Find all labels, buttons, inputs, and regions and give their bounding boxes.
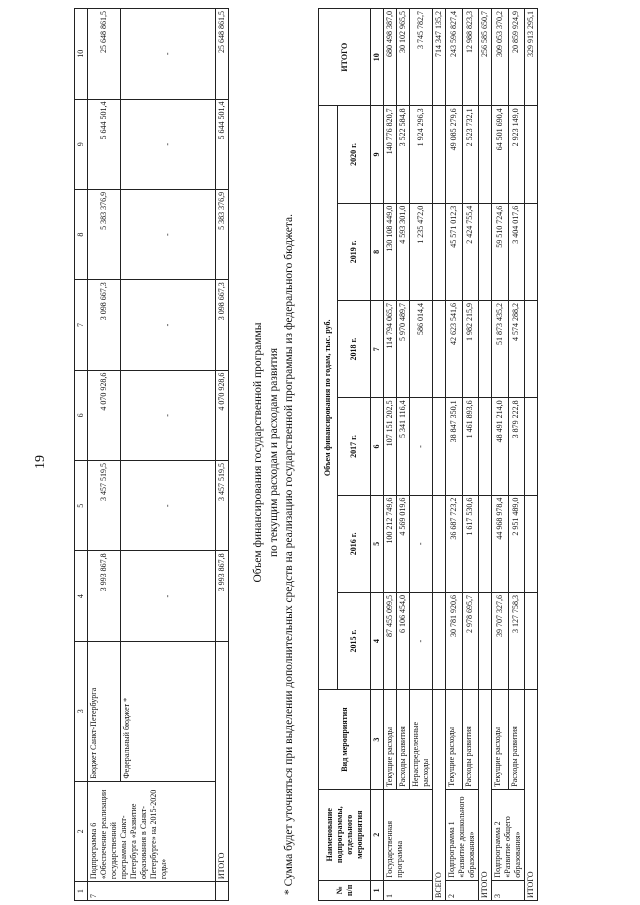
value-cell: 586 014,4 [410,301,433,398]
value-cell [525,398,538,495]
total-row [216,9,229,901]
total-label: ИТОГО [525,690,538,901]
header-name: Наименование подпрограммы, отдельного мероприятия [319,789,371,880]
value-cell: 4 574 288,2 [508,301,525,398]
value-cell: 5 341 116,4 [397,398,410,495]
value-cell: - [121,9,216,100]
expense-kind: Расходы развития [462,690,479,789]
header-number: № п/п [319,880,371,900]
total-row [433,9,446,901]
value-cell: 25 648 861,5 [88,9,121,100]
value-cell: 1 617 530,6 [462,495,479,592]
expense-kind: Текущие расходы [384,690,397,789]
value-cell: - [410,593,433,690]
total-row [525,9,538,901]
value-cell: 3 127 758,3 [508,593,525,690]
col-num: 10 [371,9,384,106]
value-cell: 2 951 489,0 [508,495,525,592]
table-row [384,9,397,901]
value-cell: - [121,461,216,551]
table-row [410,9,433,901]
caption-line-2: по текущим расходам и расходам развития [268,347,280,558]
page-number: 19 [33,455,48,469]
value-cell: 5 970 489,7 [397,301,410,398]
header-row [319,9,338,901]
value-cell: 2 978 695,7 [462,593,479,690]
row-number: 3 [492,880,525,900]
value-cell: 3 457 519,5 [216,461,229,551]
value-cell: 25 648 861,5 [216,9,229,100]
total-label: ВСЕГО [433,690,446,901]
value-cell: 3 879 222,8 [508,398,525,495]
col-num: 4 [75,551,88,641]
value-cell: 5 383 376,9 [88,189,121,279]
value-cell: 3 457 519,5 [88,461,121,551]
value-cell [433,203,446,300]
value-cell: 5 644 501,4 [88,99,121,189]
value-cell: 5 383 376,9 [216,189,229,279]
value-cell: - [121,280,216,370]
value-cell: 20 859 924,9 [508,9,525,106]
value-cell: 44 968 978,4 [492,495,509,592]
column-number-row [371,9,384,901]
value-cell: 2 424 755,4 [462,203,479,300]
value-cell: 3 522 584,8 [397,106,410,203]
subprogram-name: Подпрограмма 6 «Обеспечение реализации государственной программы Санкт-Петербурга «Развитие образования в Санкт-Петербурге» на 2015-2020 годы» [88,781,216,882]
value-cell [479,203,492,300]
value-cell: 107 151 202,5 [384,398,397,495]
value-cell: 4 569 019,6 [397,495,410,592]
value-cell [525,106,538,203]
value-cell: - [410,495,433,592]
expense-kind: Расходы развития [397,690,410,789]
caption-line-1: Объем финансирования государственной программы [252,322,264,583]
value-cell: 680 498 387,0 [384,9,397,106]
value-cell [479,495,492,592]
value-cell: 39 707 327,6 [492,593,509,690]
value-cell: 36 687 723,2 [446,495,463,592]
header-year: 2015 г. [338,593,371,690]
header-total: ИТОГО [319,9,371,106]
row-number: 2 [446,880,479,900]
value-cell: 51 873 435,2 [492,301,509,398]
col-num: 7 [371,301,384,398]
col-num: 6 [75,370,88,460]
program-name: Подпрограмма 2 «Развитие общего образования» [492,789,525,880]
value-cell: 4 593 301,0 [397,203,410,300]
col-num: 5 [75,461,88,551]
value-cell: 3 745 782,7 [410,9,433,106]
row-number: 7 [88,882,216,901]
value-cell: 30 781 920,6 [446,593,463,690]
value-cell: 87 455 099,5 [384,593,397,690]
col-num: 10 [75,9,88,100]
funding-source: Бюджет Санкт-Петербурга [88,641,121,781]
row-number: 1 [384,880,433,900]
row-number [216,882,229,901]
total-label: ИТОГО [479,690,492,901]
table-row [492,9,509,901]
header-group: Объем финансирования по годам, тыс. руб. [319,106,338,690]
value-cell [479,301,492,398]
program-name: Подпрограмма 1 «Развитие дошкольного образования» [446,789,479,880]
col-num: 3 [371,690,384,789]
value-cell: 30 102 965,5 [397,9,410,106]
expense-kind: Расходы развития [508,690,525,789]
program-name: Государственная программа [384,789,433,880]
col-num: 2 [75,781,88,882]
table-row [446,9,463,901]
header-year: 2018 г. [338,301,371,398]
table-row [462,9,479,901]
expense-kind: Нераспределенные расходы [410,690,433,789]
subprogram-6-table [74,8,229,901]
value-cell: 243 596 827,4 [446,9,463,106]
table-row [508,9,525,901]
value-cell: 2 523 732,1 [462,106,479,203]
header-year: 2019 г. [338,203,371,300]
value-cell [433,593,446,690]
header-year: 2016 г. [338,495,371,592]
value-cell: 6 106 454,0 [397,593,410,690]
value-cell [479,106,492,203]
financing-table-body [384,9,538,901]
value-cell [433,398,446,495]
table-row [397,9,410,901]
col-num: 9 [75,99,88,189]
value-cell: 3 993 867,8 [216,551,229,641]
value-cell [479,593,492,690]
value-cell: - [121,189,216,279]
column-number-row [75,9,88,901]
value-cell [433,495,446,592]
col-num: 2 [371,789,384,880]
value-cell: - [121,551,216,641]
col-num: 8 [371,203,384,300]
value-cell: - [121,370,216,460]
value-cell: 38 847 350,1 [446,398,463,495]
col-num: 9 [371,106,384,203]
value-cell: 49 085 279,6 [446,106,463,203]
value-cell: 1 461 893,6 [462,398,479,495]
value-cell: 130 108 449,0 [384,203,397,300]
expense-kind: Текущие расходы [492,690,509,789]
value-cell: 48 491 214,0 [492,398,509,495]
col-num: 1 [75,882,88,901]
value-cell: 1 235 472,0 [410,203,433,300]
value-cell [433,106,446,203]
value-cell: 42 623 541,6 [446,301,463,398]
value-cell: 100 212 749,6 [384,495,397,592]
value-cell: 114 794 065,7 [384,301,397,398]
col-num: 8 [75,189,88,279]
value-cell: - [121,99,216,189]
table-row [88,9,121,901]
header-year: 2020 г. [338,106,371,203]
value-cell: 4 070 928,6 [216,370,229,460]
value-cell [433,301,446,398]
col-num: 5 [371,495,384,592]
value-cell [525,495,538,592]
value-cell: 59 510 724,6 [492,203,509,300]
value-cell: 2 923 149,0 [508,106,525,203]
value-cell: 3 098 667,3 [88,280,121,370]
value-cell: 309 053 370,2 [492,9,509,106]
col-num: 7 [75,280,88,370]
value-cell: 140 776 820,7 [384,106,397,203]
col-num: 6 [371,398,384,495]
value-cell: 12 988 823,3 [462,9,479,106]
header-kind: Вид мероприятия [319,690,371,789]
value-cell: 4 070 928,6 [88,370,121,460]
value-cell: 3 993 867,8 [88,551,121,641]
value-cell: 3 098 667,3 [216,280,229,370]
value-cell: 64 501 690,4 [492,106,509,203]
col-num: 4 [371,593,384,690]
col-num: 3 [75,641,88,781]
col-num: 1 [371,880,384,900]
footnote: * Сумма будет уточняться при выделении дополнительных средств на реализацию государственной программы из федерального бюджета. [283,214,295,895]
value-cell [525,301,538,398]
value-cell: 1 982 215,9 [462,301,479,398]
total-label: ИТОГО [216,641,229,881]
value-cell [525,593,538,690]
value-cell [479,398,492,495]
value-cell [525,203,538,300]
value-cell: 5 644 501,4 [216,99,229,189]
table-row [121,9,216,901]
expense-kind: Текущие расходы [446,690,463,789]
funding-source: Федеральный бюджет * [121,641,216,781]
value-cell: - [410,398,433,495]
total-row [479,9,492,901]
header-year: 2017 г. [338,398,371,495]
value-cell: 329 913 295,1 [525,9,538,106]
financing-table [318,8,538,901]
value-cell: 714 347 135,2 [433,9,446,106]
value-cell: 256 585 650,7 [479,9,492,106]
value-cell: 3 404 017,6 [508,203,525,300]
value-cell: 45 571 012,3 [446,203,463,300]
value-cell: 1 924 296,3 [410,106,433,203]
